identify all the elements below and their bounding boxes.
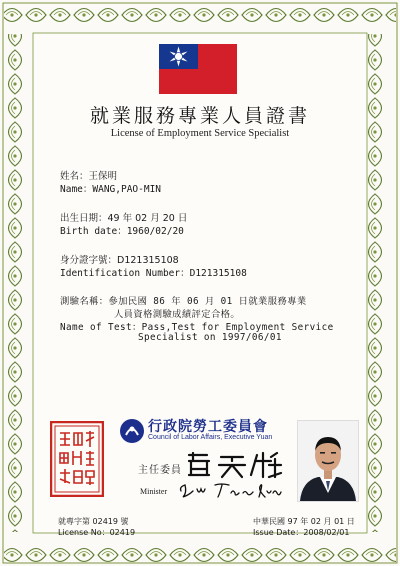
test-name-english-line1: Name of Test：Pass,Test for Employment Service bbox=[60, 322, 334, 333]
issue-date-chinese: 中華民國 97 年 02 月 01 日 bbox=[253, 517, 355, 526]
agency-name-english: Council of Labor Affairs, Executive Yuan bbox=[148, 434, 273, 441]
certificate-title-chinese: 就業服務專業人員證書 bbox=[89, 105, 310, 127]
minister-signature bbox=[175, 447, 295, 503]
test-name-english-line2: Specialist on 1997/06/01 bbox=[60, 332, 282, 343]
certificate-title-english: License of Employment Service Specialist bbox=[110, 128, 290, 139]
portrait-photo bbox=[297, 420, 359, 502]
name-chinese: 姓名：王保明 bbox=[60, 171, 118, 182]
test-name-chinese-line2: 人員資格測驗成績評定合格。 bbox=[60, 309, 241, 320]
test-name-chinese-line1: 測驗名稱：參加民國 86 年 06 月 01 日就業服務專業 bbox=[60, 296, 307, 307]
id-number-english: Identification Number：D121315108 bbox=[60, 268, 247, 279]
license-number-chinese: 就專字第 02419 號 bbox=[58, 517, 129, 526]
birth-date-english: Birth date：1960/02/20 bbox=[60, 226, 184, 237]
official-seal-icon bbox=[50, 421, 104, 497]
issue-date-english: Issue Date：2008/02/01 bbox=[253, 528, 350, 537]
birth-date-chinese: 出生日期：49 年 02 月 20 日 bbox=[60, 213, 188, 224]
id-number-chinese: 身分證字號：D121315108 bbox=[60, 255, 179, 266]
name-english: Name：WANG,PAO-MIN bbox=[60, 184, 162, 195]
agency-logo-icon bbox=[119, 418, 145, 444]
roc-flag-icon bbox=[159, 44, 237, 94]
minister-title-chinese: 主任委員 bbox=[138, 465, 182, 476]
license-number-english: License No：02419 bbox=[58, 528, 136, 537]
minister-title-english: Minister bbox=[140, 487, 168, 496]
agency-name-chinese: 行政院勞工委員會 bbox=[148, 419, 268, 435]
